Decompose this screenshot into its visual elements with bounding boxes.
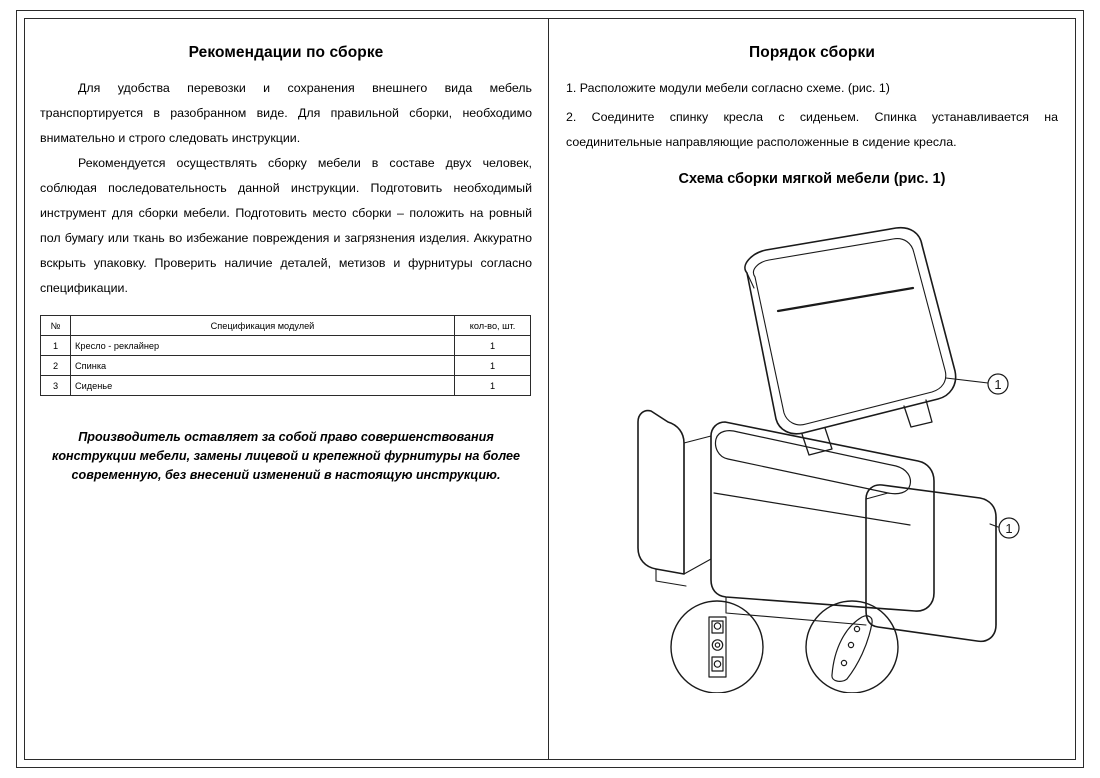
table-header-quantity: кол-во, шт. <box>455 316 531 336</box>
left-column <box>28 30 544 750</box>
seat-callout-label: 1 <box>1005 521 1013 536</box>
figure-title: Схема сборки мягкой мебели (рис. 1) <box>678 171 946 187</box>
backrest-inner-panel <box>753 239 945 425</box>
cell-number: 1 <box>41 336 71 356</box>
table-row <box>41 336 531 356</box>
left-paragraph-1: Для удобства перевозки и сохранения внешнего вида мебель транспортируется в разобранном виде. Для правильной сборки, необходимо внимательно и строго следовать инструкции. <box>40 81 532 145</box>
column-divider <box>548 18 549 760</box>
backrest-seam <box>778 288 913 311</box>
left-section-title: Рекомендации по сборке <box>188 44 384 61</box>
right-column <box>552 30 1072 750</box>
seat-front-edge <box>714 493 910 525</box>
table-header-number: № <box>41 316 71 336</box>
right-armrest-top-edge <box>866 493 888 499</box>
cell-module: Кресло - реклайнер <box>71 336 455 356</box>
cell-quantity: 1 <box>455 336 531 356</box>
assembly-step-2: 2. Соедините спинку кресла с сиденьем. Спинка устанавливается на соединительные направляющие расположенные в сидение кресла. <box>566 110 1058 149</box>
right-section-title: Порядок сборки <box>749 44 875 61</box>
assembly-diagram <box>566 193 1058 693</box>
cell-quantity: 1 <box>455 356 531 376</box>
assembly-step-1: 1. Расположите модули мебели согласно схеме. (рис. 1) <box>566 81 890 95</box>
left-armrest-inner <box>684 436 711 574</box>
guide-detail-right <box>832 616 872 682</box>
recliner-assembly-illustration <box>566 193 1058 693</box>
left-paragraph-2: Рекомендуется осуществлять сборку мебели в составе двух человек, соблюдая последовательность данной инструкции. Подготовить необходимый инструмент для сборки мебели. Подготовить место сборки – положить на ровный пол бумагу или ткань во избежание повреждения и загрязнения изделия. Аккуратно вскрыть упаковку. Проверить наличие деталей, метизов и фурнитуры согласно спецификации. <box>40 156 532 295</box>
cell-quantity: 1 <box>455 376 531 396</box>
table-header-module: Спецификация модулей <box>71 316 455 336</box>
cell-number: 3 <box>41 376 71 396</box>
manufacturer-notice: Производитель оставляет за собой право совершенствования конструкции мебели, замены лицевой и крепежной фурнитуры на более современную, без внесений изменений в настоящую инструкцию. <box>51 430 521 482</box>
backrest-callout-label: 1 <box>994 377 1002 392</box>
cell-module: Спинка <box>71 356 455 376</box>
table-header-row <box>41 316 531 336</box>
specification-table <box>40 315 531 396</box>
right-armrest <box>866 485 996 641</box>
left-armrest <box>638 411 684 574</box>
backrest-callout-leader <box>946 378 988 383</box>
bracket-detail-left <box>709 617 726 677</box>
cell-number: 2 <box>41 356 71 376</box>
table-row <box>41 356 531 376</box>
cell-module: Сиденье <box>71 376 455 396</box>
table-row <box>41 376 531 396</box>
